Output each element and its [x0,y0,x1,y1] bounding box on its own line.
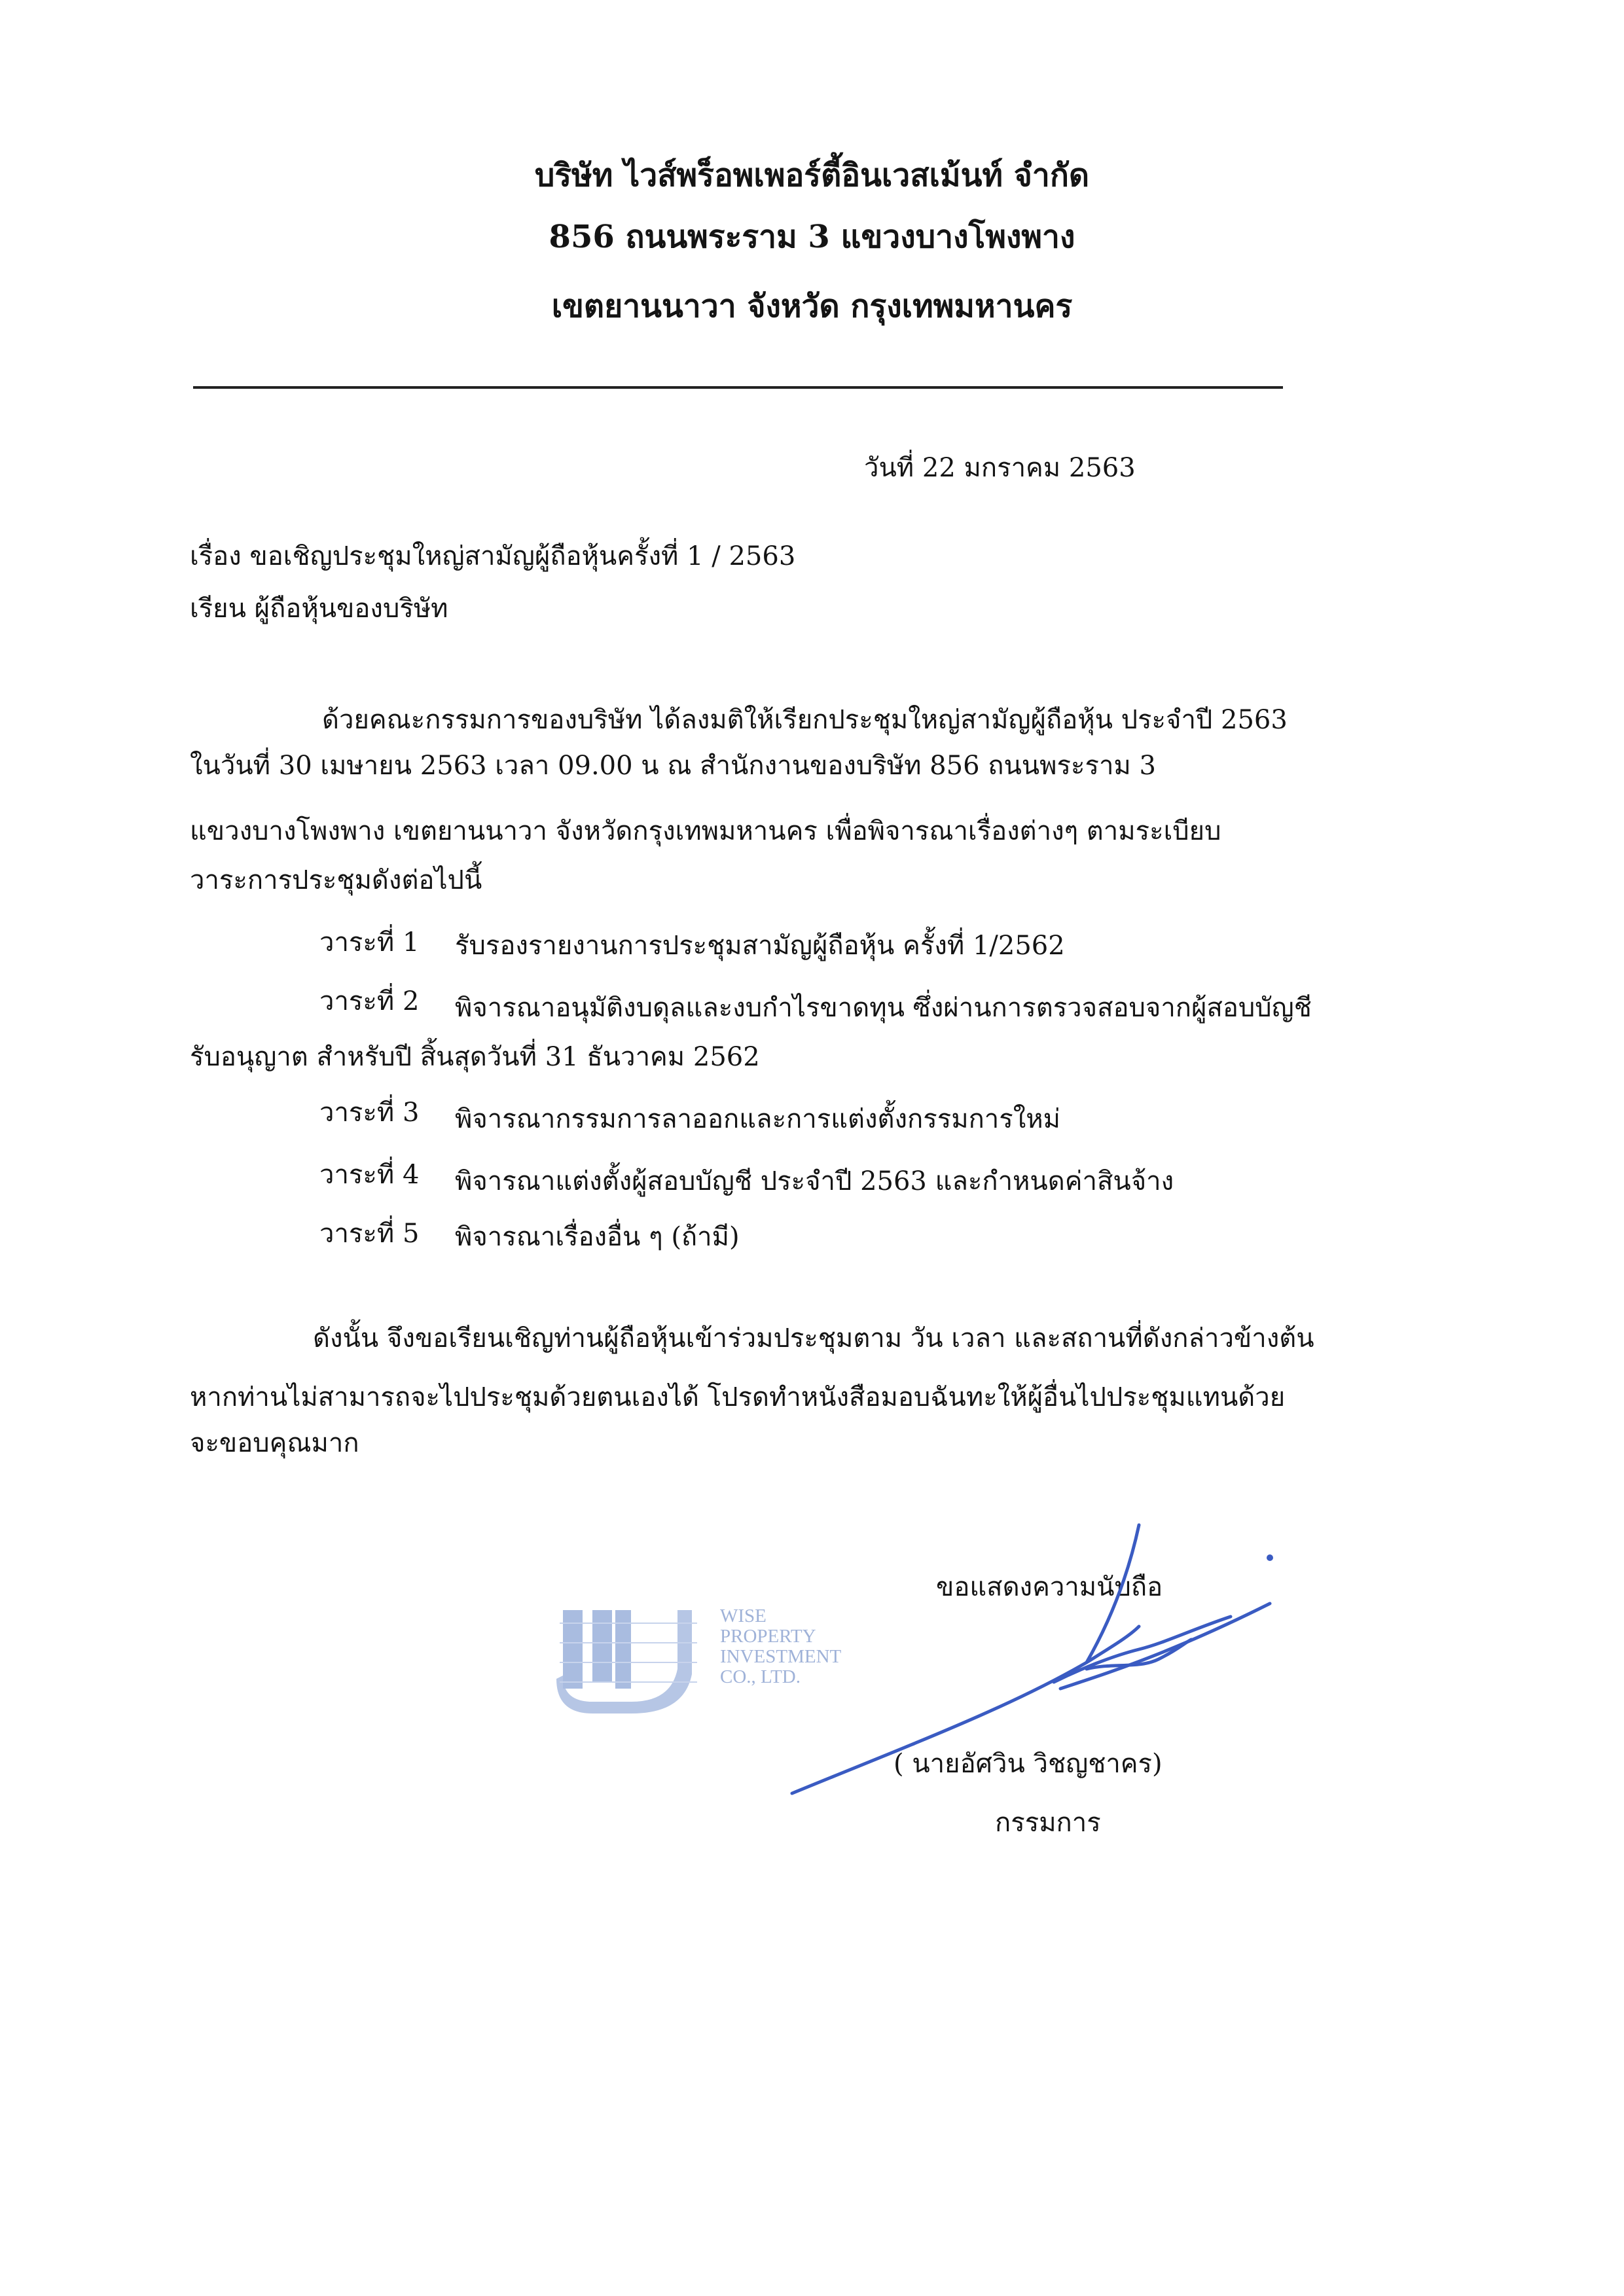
logo-text-line: WISE [720,1605,767,1626]
closing-line2: หากท่านไม่สามารถจะไปประชุมด้วยตนเองได้ โปรดทำหนังสือมอบฉันทะให้ผู้อื่นไปประชุมแทนด้วย [190,1382,1286,1412]
body-para1-line3: แขวงบางโพงพาง เขตยานนาวา จังหวัดกรุงเทพมหานคร เพื่อพิจารณาเรื่องต่างๆ ตามระเบียบ [190,816,1221,846]
signoff-regards: ขอแสดงความนับถือ [936,1572,1163,1602]
agenda-item-3-number: วาระที่ 3 [319,1098,420,1128]
body-para1-line4: วาระการประชุมดังต่อไปนี้ [190,865,482,895]
agenda-item-3-text: พิจารณากรรมการลาออกและการแต่งตั้งกรรมการใหม่ [455,1104,1060,1134]
logo-text-line: INVESTMENT [720,1646,842,1667]
letterhead-divider [193,386,1283,389]
logo-text-line: PROPERTY [720,1626,816,1647]
letter-recipient: เรียน ผู้ถือหุ้นของบริษัท [190,594,448,624]
closing-line1: ดังนั้น จึงขอเรียนเชิญท่านผู้ถือหุ้นเข้าร่วมประชุมตาม วัน เวลา และสถานที่ดังกล่าวข้างต้น [313,1323,1314,1354]
company-address-line2: เขตยานนาวา จังหวัด กรุงเทพมหานคร [551,288,1073,325]
agenda-item-2-text: พิจารณาอนุมัติงบดุลและงบกำไรขาดทุน ซึ่งผ่านการตรวจสอบจากผู้สอบบัญชี [455,993,1312,1023]
company-address-line1: 856 ถนนพระราม 3 แขวงบางโพงพาง [549,219,1075,255]
letter-subject: เรื่อง ขอเชิญประชุมใหญ่สามัญผู้ถือหุ้นครั้งที่ 1 / 2563 [190,541,796,571]
logo-text-line: CO., LTD. [720,1666,801,1687]
agenda-item-5-text: พิจารณาเรื่องอื่น ๆ (ถ้ามี) [455,1222,740,1252]
signatory-title: กรรมการ [995,1808,1101,1838]
signatory-name: ( นายอัศวิน วิชญชาคร) [893,1749,1163,1779]
wise-logo-mark-icon [553,1597,717,1715]
body-para1-line1: ด้วยคณะกรรมการของบริษัท ได้ลงมติให้เรียกประชุมใหญ่สามัญผู้ถือหุ้น ประจำปี 2563 [322,705,1288,735]
agenda-item-4-number: วาระที่ 4 [319,1160,420,1190]
agenda-item-1-text: รับรองรายงานการประชุมสามัญผู้ถือหุ้น ครั้งที่ 1/2562 [455,931,1065,961]
agenda-item-2-number: วาระที่ 2 [319,986,420,1016]
agenda-item-5-number: วาระที่ 5 [319,1219,420,1249]
agenda-item-2-continuation: รับอนุญาต สำหรับปี สิ้นสุดวันที่ 31 ธันวาคม 2562 [190,1042,760,1072]
agenda-item-1-number: วาระที่ 1 [319,927,420,958]
agenda-item-4-text: พิจารณาแต่งตั้งผู้สอบบัญชี ประจำปี 2563 และกำหนดค่าสินจ้าง [455,1166,1174,1196]
body-para1-line2: ในวันที่ 30 เมษายน 2563 เวลา 09.00 น ณ สำนักงานของบริษัท 856 ถนนพระราม 3 [190,751,1156,781]
letter-date: วันที่ 22 มกราคม 2563 [864,453,1136,483]
closing-line3: จะขอบคุณมาก [190,1428,359,1458]
company-name: บริษัท ไวส์พร็อพเพอร์ตี้อินเวสเม้นท์ จำกัด [534,157,1090,194]
